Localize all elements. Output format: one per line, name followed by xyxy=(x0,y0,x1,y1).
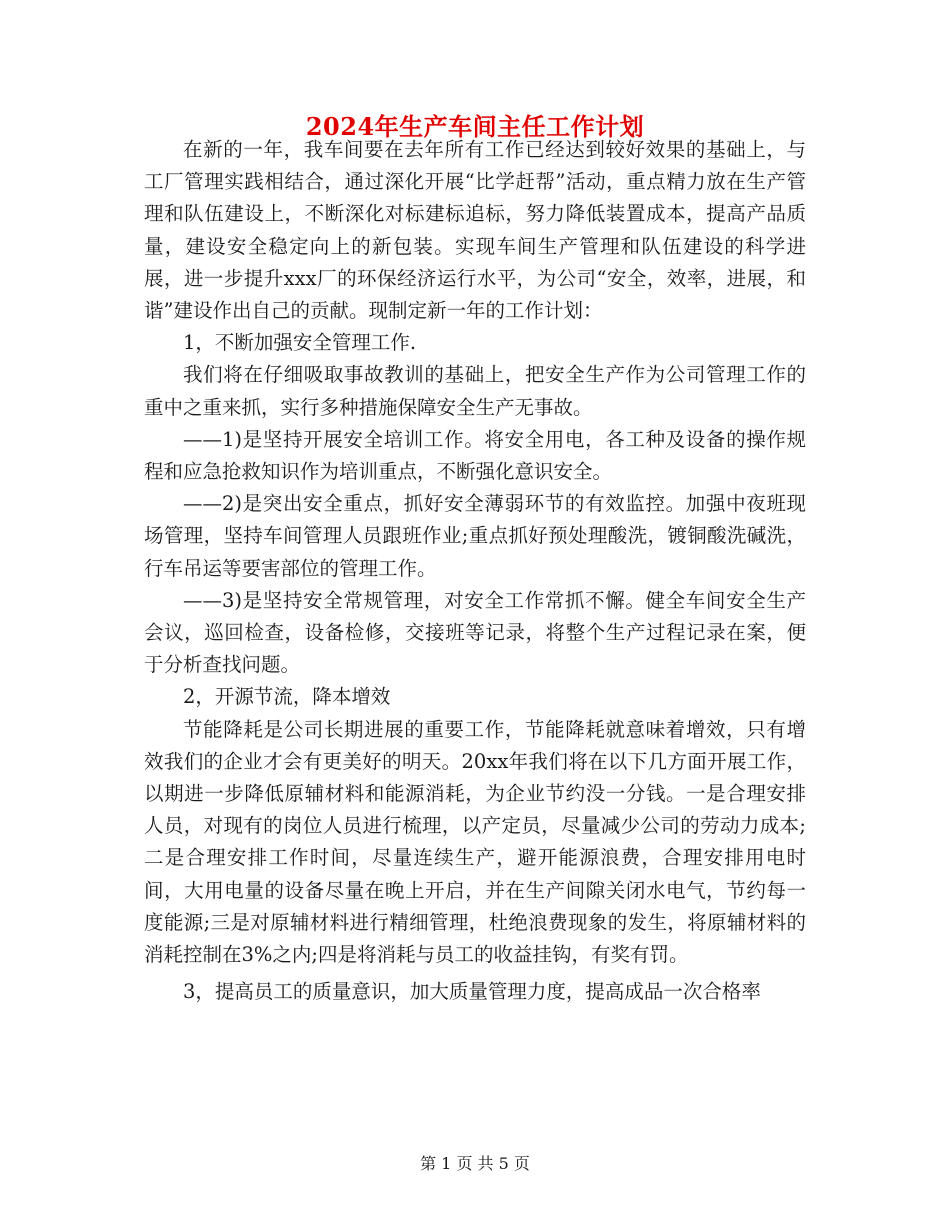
paragraph-safety-overview: 我们将在仔细吸取事故教训的基础上，把安全生产作为公司管理工作的重中之重来抓，实行多种措施保障安全生产无事故。 xyxy=(144,363,806,419)
intro-paragraph: 在新的一年，我车间要在去年所有工作已经达到较好效果的基础上，与工厂管理实践相结合，通过深化开展“比学赶帮”活动，重点精力放在生产管理和队伍建设上，不断深化对标建标追标，努力降低装置成本，提高产品质量，建设安全稳定向上的新包装。实现车间生产管理和队伍建设的科学进展，进一步提升xxx厂的环保经济运行水平，为公司“安全，效率，进展，和谐”建设作出自己的贡献。现制定新一年的工作计划： xyxy=(144,138,806,323)
page-number-footer: 第 1 页 共 5 页 xyxy=(420,1154,530,1173)
section-heading-quality: 3，提高员工的质量意识，加大质量管理力度，提高成品一次合格率 xyxy=(183,980,761,1004)
section-heading-cost: 2，开源节流，降本增效 xyxy=(183,685,391,709)
section-heading-safety: 1，不断加强安全管理工作. xyxy=(183,331,417,355)
document-title: 2024年生产车间主任工作计划 xyxy=(305,112,645,141)
document-body xyxy=(144,134,806,1008)
list-item-safety-training: ——1)是坚持开展安全培训工作。将安全用电，各工种及设备的操作规程和应急抢救知识作为培训重点，不断强化意识安全。 xyxy=(144,427,806,484)
paragraph-energy-saving: 节能降耗是公司长期进展的重要工作，节能降耗就意味着增效，只有增效我们的企业才会有更美好的明天。20xx年我们将在以下几方面开展工作，以期进一步降低原辅材料和能源消耗，为企业节约没一分钱。一是合理安排人员，对现有的岗位人员进行梳理，以产定员，尽量减少公司的劳动力成本;二是合理安排工作时间，尽量连续生产，避开能源浪费，合理安排用电时间，大用电量的设备尽量在晚上开启，并在生产间隙关闭水电气，节约每一度能源;三是对原辅材料进行精细管理，杜绝浪费现象的发生，将原辅材料的消耗控制在3%之内;四是将消耗与员工的收益挂钩，有奖有罚。 xyxy=(144,717,806,967)
list-item-safety-focus: ——2)是突出安全重点，抓好安全薄弱环节的有效监控。加强中夜班现场管理，坚持车间管理人员跟班作业;重点抓好预处理酸洗，镀铜酸洗碱洗，行车吊运等要害部位的管理工作。 xyxy=(144,492,806,580)
list-item-safety-routine: ——3)是坚持安全常规管理，对安全工作常抓不懈。健全车间安全生产会议，巡回检查，设备检修，交接班等记录，将整个生产过程记录在案，便于分析查找问题。 xyxy=(144,588,806,677)
